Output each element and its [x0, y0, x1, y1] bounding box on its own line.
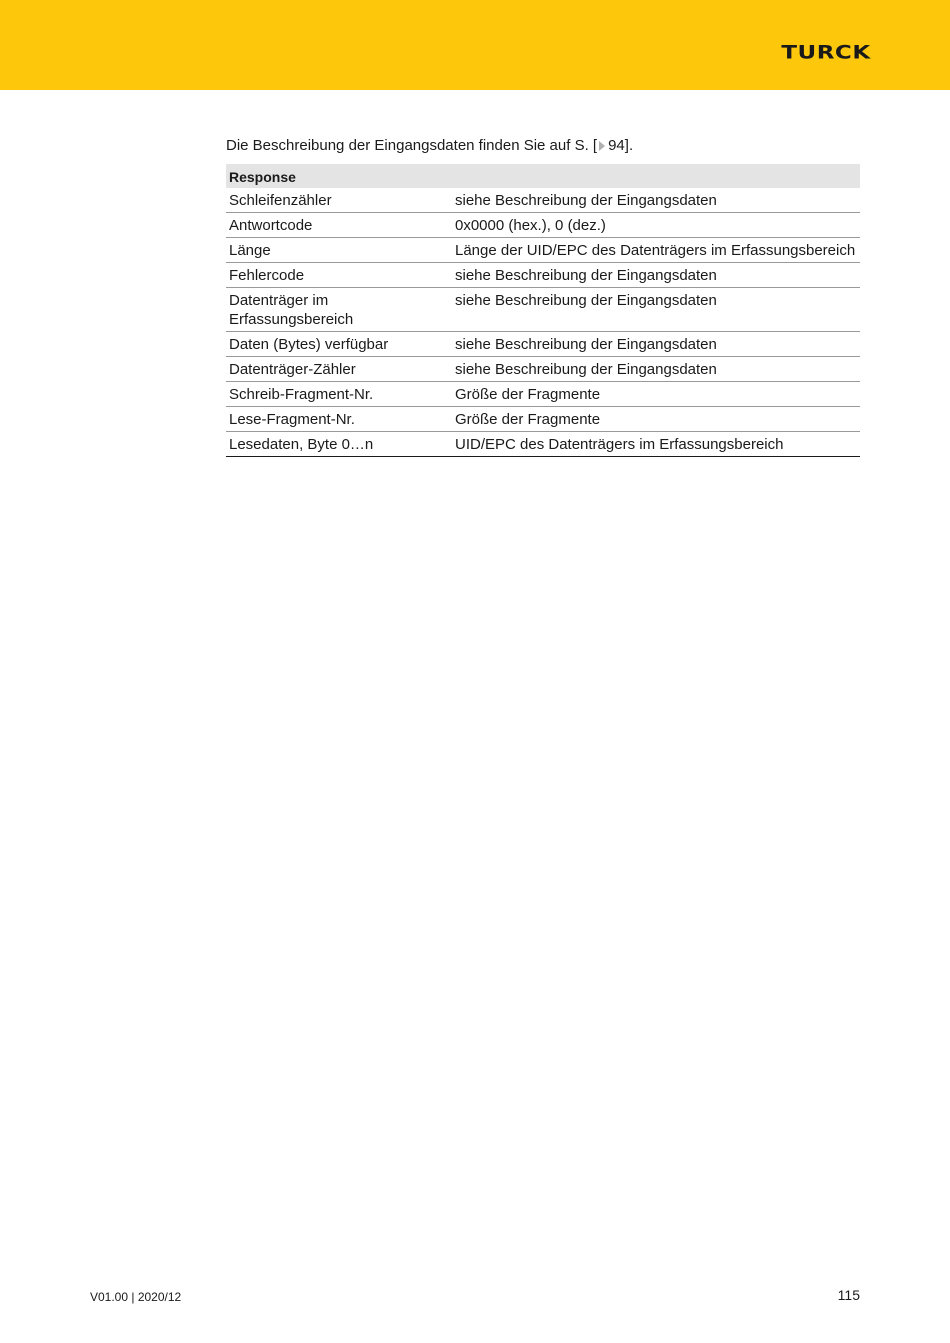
table-header: Response: [226, 164, 860, 188]
footer-version: V01.00 | 2020/12: [90, 1290, 182, 1304]
value-cell: siehe Beschreibung der Eingangsdaten: [452, 188, 860, 213]
table-row: [226, 407, 860, 432]
value-cell: UID/EPC des Datenträgers im Erfassungsbereich: [452, 432, 860, 457]
header-band: [0, 0, 950, 90]
field-cell: Länge: [226, 238, 452, 263]
field-cell: Schreib-Fragment-Nr.: [226, 382, 452, 407]
table-header-row: [226, 164, 860, 188]
table-row: [226, 213, 860, 238]
field-cell: Datenträger-Zähler: [226, 357, 452, 382]
table-row: [226, 288, 860, 332]
table-row: [226, 382, 860, 407]
intro-text: Die Beschreibung der Eingangsdaten finden Sie auf S. [: [226, 137, 598, 154]
table-row: [226, 357, 860, 382]
field-cell: Antwortcode: [226, 213, 452, 238]
table-row: [226, 188, 860, 213]
field-cell: Fehlercode: [226, 263, 452, 288]
table-row: [226, 432, 860, 457]
response-table: [226, 164, 860, 457]
field-cell: Schleifenzähler: [226, 188, 452, 213]
field-cell: Datenträger im Erfassungsbereich: [226, 288, 452, 332]
turck-logo: TURCK: [781, 42, 871, 64]
intro-paragraph: [226, 136, 633, 156]
page-number: 115: [837, 1287, 860, 1303]
intro-suffix: ].: [624, 137, 634, 154]
table-row: [226, 238, 860, 263]
page-ref-arrow-icon: [599, 141, 605, 151]
value-cell: siehe Beschreibung der Eingangsdaten: [452, 263, 860, 288]
value-cell: siehe Beschreibung der Eingangsdaten: [452, 357, 860, 382]
field-cell: Daten (Bytes) verfügbar: [226, 332, 452, 357]
value-cell: Länge der UID/EPC des Datenträgers im Erfassungsbereich: [452, 238, 860, 263]
table-row: [226, 263, 860, 288]
value-cell: 0x0000 (hex.), 0 (dez.): [452, 213, 860, 238]
table-row: [226, 332, 860, 357]
value-cell: Größe der Fragmente: [452, 382, 860, 407]
value-cell: Größe der Fragmente: [452, 407, 860, 432]
field-cell: Lesedaten, Byte 0…n: [226, 432, 452, 457]
page-ref-link[interactable]: 94: [608, 137, 625, 154]
field-cell: Lese-Fragment-Nr.: [226, 407, 452, 432]
value-cell: siehe Beschreibung der Eingangsdaten: [452, 332, 860, 357]
value-cell: siehe Beschreibung der Eingangsdaten: [452, 288, 860, 332]
